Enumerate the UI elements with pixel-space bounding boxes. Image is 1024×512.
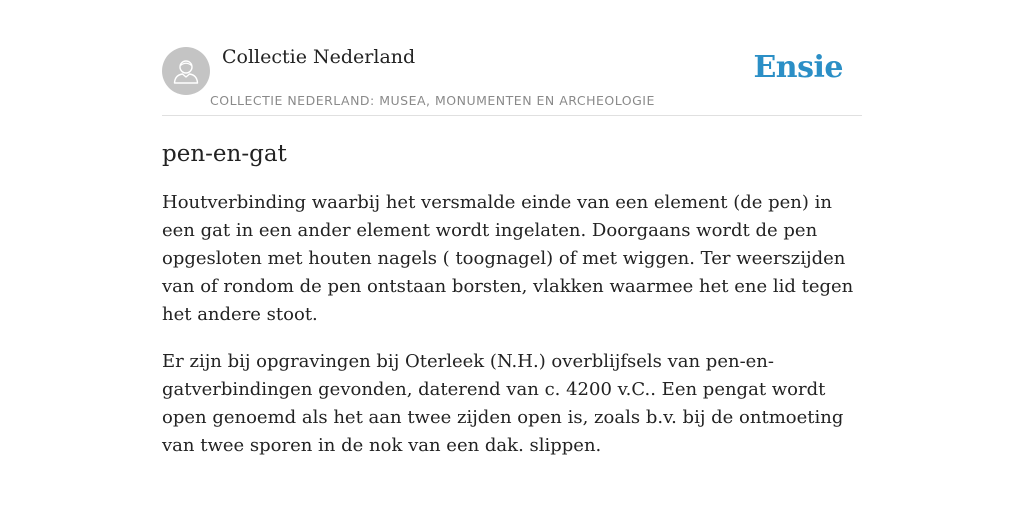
user-avatar-icon[interactable] [162,47,210,95]
author-subtitle: COLLECTIE NEDERLAND: MUSEA, MONUMENTEN EN ARCHEOLOGIE [210,93,655,108]
definition-paragraph: Houtverbinding waarbij het versmalde einde van een element (de pen) in een gat in een ander element wordt ingelaten. Doorgaans wordt de pen opgesloten met houten nagels ( toognagel) of met wiggen. Ter weerszijden van of rondom de pen ontstaan borsten, vlakken waarmee het ene lid tegen het andere stoot. [162,192,854,325]
author-name[interactable]: Collectie Nederland [222,46,416,68]
person-outline-icon [171,56,201,86]
entry-header [162,42,862,116]
ensie-logo[interactable]: Ensie [753,50,843,85]
entry-card [162,42,862,479]
entry-definition [162,189,862,460]
entry-term: pen-en-gat [162,141,287,167]
definition-paragraph: Er zijn bij opgravingen bij Oterleek (N.H.) overblijfsels van pen-en-gatverbindingen gevonden, daterend van c. 4200 v.C.. Een pengat wordt open genoemd als het aan twee zijden open is, zoals b.v. bij de ontmoeting van twee sporen in de nok van een dak. slippen. [162,351,844,456]
